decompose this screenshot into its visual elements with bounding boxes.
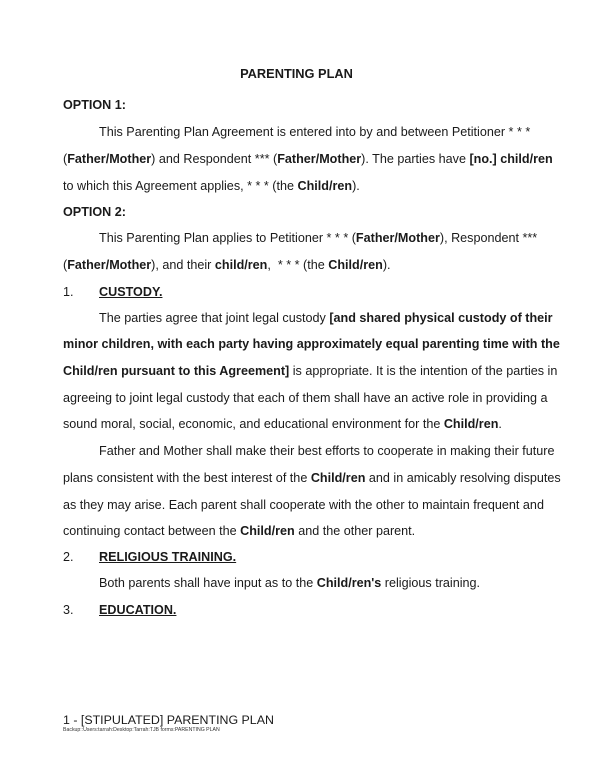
option-2-paragraph-line-1 — [99, 230, 537, 246]
custody-paragraph-2-line-2 — [63, 470, 561, 486]
option-1-paragraph-line-1 — [99, 124, 530, 140]
page-footer-file-path: Backup::Users:tarrah:Desktop:Tarrah:TJB forms:PARENTING PLAN — [63, 727, 220, 733]
text-run: ), Respondent *** — [439, 231, 538, 245]
custody-paragraph-2-line-4 — [63, 523, 415, 539]
section-2-title: RELIGIOUS TRAINING. — [99, 550, 237, 564]
section-1-number: 1. — [63, 285, 74, 299]
text-run: This Parenting Plan applies to Petitioner * * * ( — [99, 231, 356, 245]
text-run-bold: Father/Mother — [67, 258, 152, 272]
text-run: ), and their — [151, 258, 215, 272]
text-run-bold: Father/Mother — [67, 152, 152, 166]
text-run-bold: [no.] child/ren — [469, 152, 553, 166]
custody-paragraph-1-line-5 — [63, 416, 502, 432]
option-1-heading: OPTION 1: — [63, 98, 126, 112]
document-title: PARENTING PLAN — [240, 66, 353, 81]
section-1-title: CUSTODY. — [99, 285, 163, 299]
text-run: sound moral, social, economic, and educational environment for the — [63, 417, 444, 431]
section-2-number: 2. — [63, 550, 74, 564]
custody-paragraph-1-line-3 — [63, 363, 557, 379]
custody-paragraph-1-line-2: minor children, with each party having approximately equal parenting time with the — [63, 337, 560, 351]
text-run: and the other parent. — [294, 524, 416, 538]
text-run-bold: [and shared physical custody of their — [329, 311, 553, 325]
text-run: This Parenting Plan Agreement is entered into by and between Petitioner * * * — [99, 125, 531, 139]
text-run-bold: Child/ren — [328, 258, 383, 272]
text-run-bold: Child/ren — [443, 417, 499, 431]
text-run-bold: Child/ren pursuant to this Agreement] — [63, 364, 290, 378]
section-3-title: EDUCATION. — [99, 603, 177, 617]
custody-paragraph-1-line-4: agreeing to joint legal custody that each of them shall have an active role in providing a — [63, 391, 548, 405]
religious-training-paragraph — [99, 575, 480, 591]
text-run: is appropriate. It is the intention of the parties in — [289, 364, 558, 378]
text-run-bold: Child/ren's — [316, 576, 382, 590]
page-footer-label: 1 - [STIPULATED] PARENTING PLAN — [63, 713, 274, 727]
text-run: plans consistent with the best interest of the — [63, 471, 311, 485]
option-2-paragraph-line-2 — [63, 257, 391, 273]
text-run: ). — [352, 179, 360, 193]
text-run: and in amicably resolving disputes — [365, 471, 561, 485]
text-run-bold: Child/ren — [297, 179, 353, 193]
option-2-heading: OPTION 2: — [63, 205, 126, 219]
text-run: religious training. — [381, 576, 481, 590]
text-run-bold: Child/ren — [310, 471, 366, 485]
text-run: to which this Agreement applies, * * * (the — [63, 179, 298, 193]
custody-paragraph-1-line-1 — [99, 310, 553, 326]
text-run: ). The parties have — [361, 152, 470, 166]
text-run: ( — [63, 152, 68, 166]
custody-paragraph-2-line-3: as they may arise. Each parent shall cooperate with the other to maintain frequent and — [63, 498, 544, 512]
option-1-paragraph-line-3 — [63, 178, 360, 194]
text-run: The parties agree that joint legal custody — [99, 311, 330, 325]
section-3-number: 3. — [63, 603, 74, 617]
option-1-paragraph-line-2 — [63, 151, 553, 167]
text-run: , * * * (the — [267, 258, 329, 272]
text-run: Both parents shall have input as to the — [99, 576, 317, 590]
text-run: ( — [63, 258, 68, 272]
text-run: ). — [382, 258, 391, 272]
text-run: . — [498, 417, 502, 431]
text-run-bold: child/ren — [214, 258, 268, 272]
text-run-bold: Father/Mother — [355, 231, 440, 245]
text-run-bold: Father/Mother — [277, 152, 362, 166]
text-run: ) and Respondent *** ( — [151, 152, 278, 166]
text-run-bold: Child/ren — [240, 524, 295, 538]
text-run: continuing contact between the — [63, 524, 241, 538]
custody-paragraph-2-line-1: Father and Mother shall make their best efforts to cooperate in making their future — [99, 444, 555, 458]
